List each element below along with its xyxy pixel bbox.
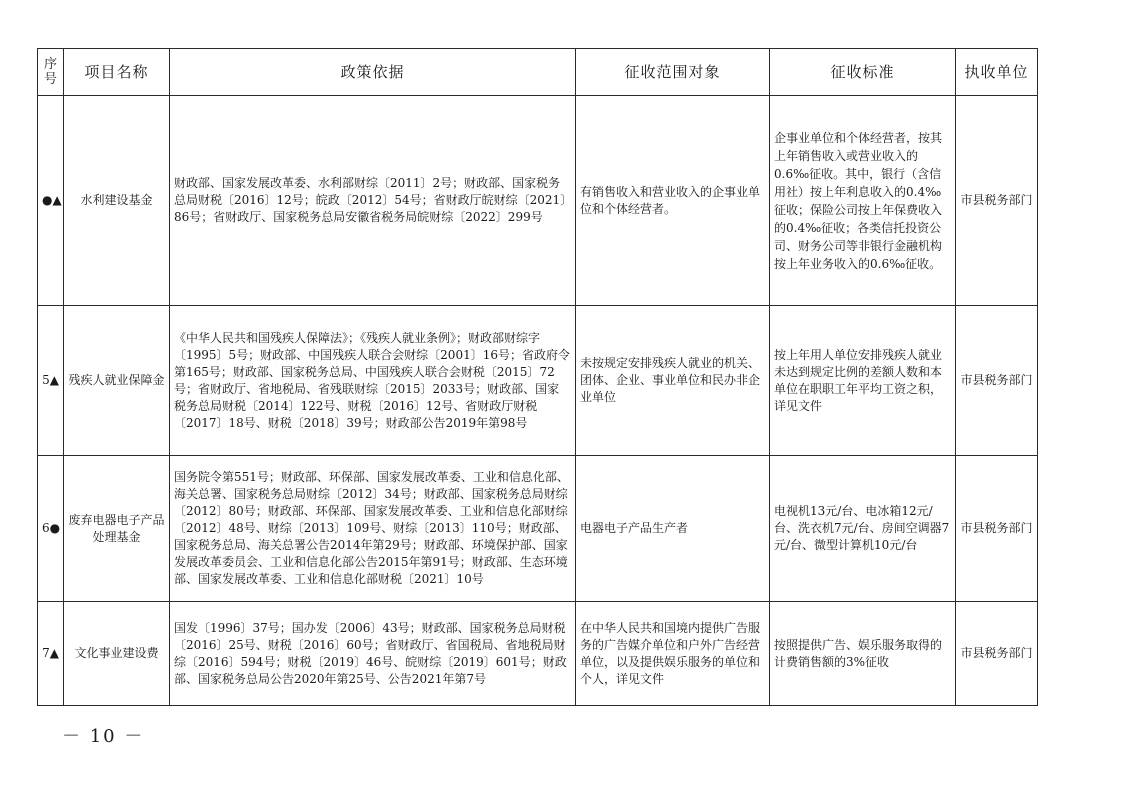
row-standard: 按上年用人单位安排残疾人就业未达到规定比例的差额人数和本单位在职职工年平均工资之积，详见文件 xyxy=(770,306,956,456)
table-row xyxy=(38,96,1038,306)
row-unit: 市县税务部门 xyxy=(956,96,1038,306)
row-basis: 国务院令第551号；财政部、环保部、国家发展改革委、工业和信息化部、海关总署、国家税务总局财综〔2012〕34号；财政部、国家税务总局财综〔2012〕80号；财政部、环保部、国家发展改革委、工业和信息化部财综〔2012〕48号、财综〔2013〕109号、财综〔2013〕110号；财政部、国家税务总局、海关总署公告2014年第29号；财政部、环境保护部、国家发展改革委员会、工业和信息化部公告2015年第91号；财政部、生态环境部、国家发展改革委、工业和信息化部财税〔2021〕10号 xyxy=(170,456,576,602)
page-number: － 10 － xyxy=(62,726,145,747)
table-row xyxy=(38,456,1038,602)
row-standard: 电视机13元/台、电冰箱12元/台、洗衣机7元/台、房间空调器7元/台、微型计算机10元/台 xyxy=(770,456,956,602)
header-unit: 执收单位 xyxy=(956,49,1038,96)
row-no: 5▲ xyxy=(38,306,64,456)
row-standard: 企事业单位和个体经营者，按其上年销售收入或营业收入的0.6‰征收。其中，银行（含信用社）按上年利息收入的0.4‰征收；保险公司按上年保费收入的0.4‰征收；各类信托投资公司、财务公司等非银行金融机构按上年业务收入的0.6‰征收。 xyxy=(770,96,956,306)
row-standard: 按照提供广告、娱乐服务取得的计费销售额的3%征收 xyxy=(770,602,956,706)
table-header-row xyxy=(38,49,1038,96)
fee-table xyxy=(37,48,1038,706)
row-unit: 市县税务部门 xyxy=(956,306,1038,456)
header-standard: 征收标准 xyxy=(770,49,956,96)
row-name: 文化事业建设费 xyxy=(64,602,170,706)
row-name: 水利建设基金 xyxy=(64,96,170,306)
row-name: 废弃电器电子产品处理基金 xyxy=(64,456,170,602)
row-name: 残疾人就业保障金 xyxy=(64,306,170,456)
row-basis: 《中华人民共和国残疾人保障法》；《残疾人就业条例》；财政部财综字〔1995〕5号；财政部、中国残疾人联合会财综〔2001〕16号；省政府令第165号；财政部、国家税务总局、中国残疾人联合会财税〔2015〕72号；省财政厅、省地税局、省残联财综〔2015〕2033号；财政部、国家税务总局财税〔2014〕122号、财税〔2016〕12号、省财政厅财税〔2017〕18号、财税〔2018〕39号；财政部公告2019年第98号 xyxy=(170,306,576,456)
row-no: ●▲ xyxy=(38,96,64,306)
header-scope: 征收范围对象 xyxy=(576,49,770,96)
header-basis: 政策依据 xyxy=(170,49,576,96)
row-scope: 在中华人民共和国境内提供广告服务的广告媒介单位和户外广告经营单位，以及提供娱乐服务的单位和个人，详见文件 xyxy=(576,602,770,706)
row-no: 7▲ xyxy=(38,602,64,706)
row-scope: 有销售收入和营业收入的企事业单位和个体经营者。 xyxy=(576,96,770,306)
table-row xyxy=(38,306,1038,456)
row-scope: 未按规定安排残疾人就业的机关、团体、企业、事业单位和民办非企业单位 xyxy=(576,306,770,456)
table-row xyxy=(38,602,1038,706)
row-unit: 市县税务部门 xyxy=(956,602,1038,706)
row-scope: 电器电子产品生产者 xyxy=(576,456,770,602)
row-no: 6● xyxy=(38,456,64,602)
row-unit: 市县税务部门 xyxy=(956,456,1038,602)
row-basis: 财政部、国家发展改革委、水利部财综〔2011〕2号；财政部、国家税务总局财税〔2016〕12号；皖政〔2012〕54号；省财政厅皖财综〔2021〕86号；省财政厅、国家税务总局安徽省税务局皖财综〔2022〕299号 xyxy=(170,96,576,306)
header-no: 序号 xyxy=(38,49,64,96)
row-basis: 国发〔1996〕37号；国办发〔2006〕43号；财政部、国家税务总局财税〔2016〕25号、财税〔2016〕60号；省财政厅、省国税局、省地税局财综〔2016〕594号；财税〔2019〕46号、皖财综〔2019〕601号；财政部、国家税务总局公告2020年第25号、公告2021年第7号 xyxy=(170,602,576,706)
header-name: 项目名称 xyxy=(64,49,170,96)
